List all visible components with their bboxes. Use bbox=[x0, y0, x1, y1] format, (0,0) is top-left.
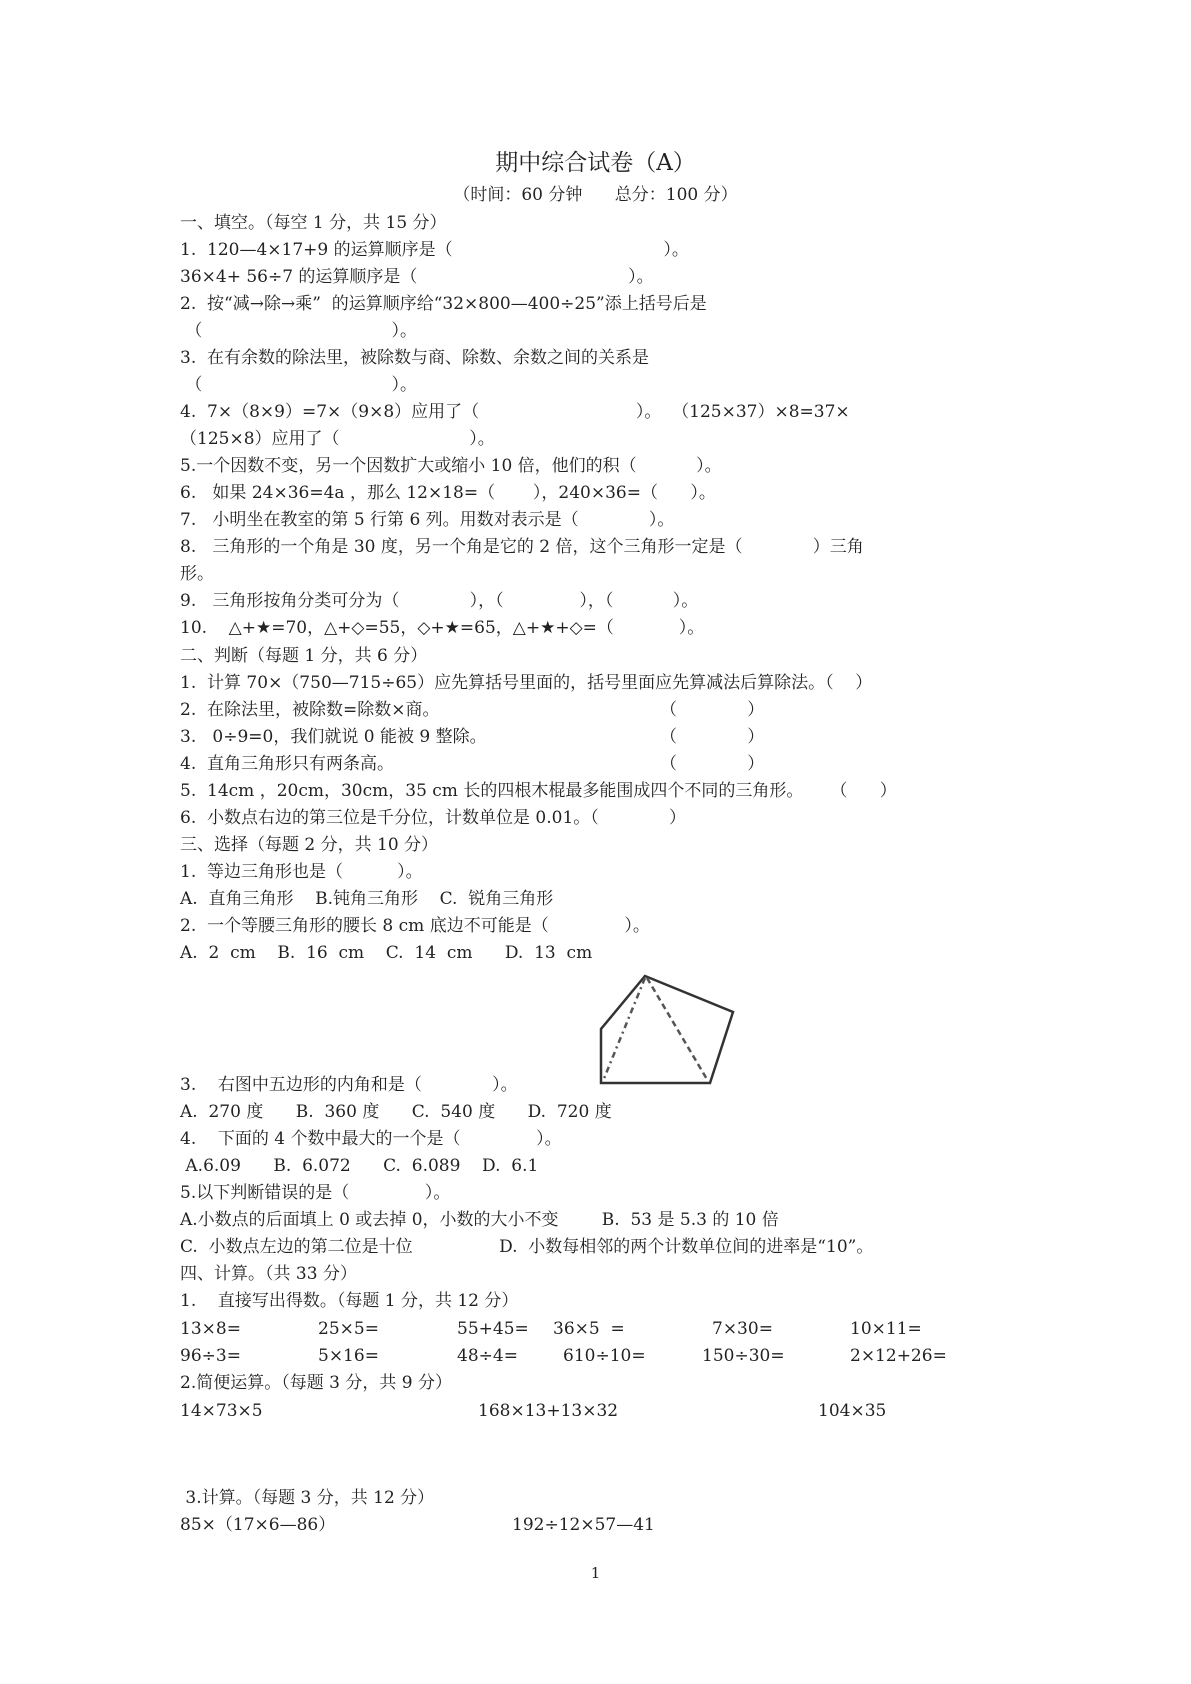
calculation-item: 192÷12×57—41 bbox=[512, 1515, 655, 1535]
judgement-item: 2. 在除法里，被除数=除数×商。 bbox=[180, 700, 440, 720]
exam-info: （时间：60 分钟 总分：100 分） bbox=[453, 185, 738, 205]
choice-options: A. 2 cm B. 16 cm C. 14 cm D. 13 cm bbox=[180, 943, 593, 963]
question-line: （ ）。 bbox=[180, 321, 418, 341]
subsection-heading: 3.计算。（每题 3 分，共 12 分） bbox=[180, 1488, 435, 1508]
question-line: 1. 120—4×17+9 的运算顺序是（ ）。 bbox=[180, 240, 689, 260]
question-line: （ ）。 bbox=[180, 375, 418, 395]
simplify-item: 14×73×5 bbox=[180, 1401, 263, 1421]
question-line: 4. 下面的 4 个数中最大的一个是（ ）。 bbox=[180, 1129, 562, 1149]
judgement-item: 3. 0÷9=0，我们就说 0 能被 9 整除。 bbox=[180, 727, 487, 747]
section-heading-true-false: 二、判断（每题 1 分，共 6 分） bbox=[180, 646, 428, 666]
question-line: 8. 三角形的一个角是 30 度，另一个角是它的 2 倍，这个三角形一定是（ ）三角 bbox=[180, 537, 864, 557]
choice-options: C. 小数点左边的第二位是十位 D. 小数每相邻的两个计数单位间的进率是“10”。 bbox=[180, 1237, 874, 1257]
question-line: 2. 一个等腰三角形的腰长 8 cm 底边不可能是（ ）。 bbox=[180, 916, 650, 936]
diagonal-dashed-left bbox=[603, 978, 645, 1081]
question-line: 36×4+ 56÷7 的运算顺序是（ ）。 bbox=[180, 267, 654, 287]
question-line: 7. 小明坐在教室的第 5 行第 6 列。用数对表示是（ ）。 bbox=[180, 510, 675, 530]
section-heading-multiple-choice: 三、选择（每题 2 分，共 10 分） bbox=[180, 835, 439, 855]
mental-math-item: 55+45= bbox=[457, 1319, 529, 1339]
mental-math-item: 25×5= bbox=[318, 1319, 379, 1339]
choice-options: A.6.09 B. 6.072 C. 6.089 D. 6.1 bbox=[180, 1156, 539, 1176]
question-line: 3. 右图中五边形的内角和是（ ）。 bbox=[180, 1075, 518, 1095]
pentagon-outline bbox=[601, 976, 733, 1083]
choice-options: A. 直角三角形 B.钝角三角形 C. 锐角三角形 bbox=[180, 889, 554, 909]
answer-parentheses: （ ） bbox=[660, 754, 765, 774]
question-line: 5.一个因数不变，另一个因数扩大或缩小 10 倍，他们的积（ ）。 bbox=[180, 456, 722, 476]
judgement-item: 1. 计算 70×（750—715÷65）应先算括号里面的，括号里面应先算减法后算除法。（ ） bbox=[180, 673, 873, 693]
section-heading-calculation: 四、计算。（共 33 分） bbox=[180, 1264, 357, 1284]
page-title: 期中综合试卷（A） bbox=[495, 150, 696, 176]
question-line: 形。 bbox=[180, 564, 214, 584]
diagonal-dashed-right bbox=[647, 978, 708, 1081]
mental-math-item: 150÷30= bbox=[702, 1346, 785, 1366]
mental-math-item: 48÷4= bbox=[457, 1346, 518, 1366]
choice-options: A. 270 度 B. 360 度 C. 540 度 D. 720 度 bbox=[180, 1102, 612, 1122]
simplify-item: 168×13+13×32 bbox=[478, 1401, 619, 1421]
question-line: 9. 三角形按角分类可分为（ ），（ ），（ ）。 bbox=[180, 591, 699, 611]
judgement-item: 5. 14cm ，20cm，30cm，35 cm 长的四根木棍最多能围成四个不同的三角形。 （ ） bbox=[180, 781, 897, 801]
judgement-item: 4. 直角三角形只有两条高。 bbox=[180, 754, 395, 774]
mental-math-item: 10×11= bbox=[850, 1319, 922, 1339]
mental-math-item: 2×12+26= bbox=[850, 1346, 947, 1366]
question-line: 3. 在有余数的除法里，被除数与商、除数、余数之间的关系是 bbox=[180, 348, 650, 368]
choice-options: A.小数点的后面填上 0 或去掉 0，小数的大小不变 B. 53 是 5.3 的 10 倍 bbox=[180, 1210, 779, 1230]
mental-math-item: 96÷3= bbox=[180, 1346, 241, 1366]
question-line: 1. 等边三角形也是（ ）。 bbox=[180, 862, 423, 882]
judgement-item: 6. 小数点右边的第三位是千分位，计数单位是 0.01。（ ） bbox=[180, 808, 687, 828]
mental-math-item: 13×8= bbox=[180, 1319, 241, 1339]
section-heading-fill-blank: 一、填空。（每空 1 分，共 15 分） bbox=[180, 213, 447, 233]
question-line: 4. 7×（8×9）=7×（9×8）应用了（ ）。 （125×37）×8=37× bbox=[180, 402, 850, 422]
answer-parentheses: （ ） bbox=[660, 700, 765, 720]
question-line: 2. 按“减→除→乘” 的运算顺序给“32×800—400÷25”添上括号后是 bbox=[180, 294, 707, 314]
question-line: 5.以下判断错误的是（ ）。 bbox=[180, 1183, 451, 1203]
calculation-item: 85×（17×6—86） bbox=[180, 1515, 336, 1535]
simplify-item: 104×35 bbox=[818, 1401, 887, 1421]
mental-math-item: 5×16= bbox=[318, 1346, 379, 1366]
question-line: （125×8）应用了（ ）。 bbox=[180, 429, 495, 449]
mental-math-item: 7×30= bbox=[712, 1319, 773, 1339]
subsection-heading: 2.简便运算。（每题 3 分，共 9 分） bbox=[180, 1373, 452, 1393]
question-line: 6. 如果 24×36=4a ，那么 12×18=（ ），240×36=（ ）。 bbox=[180, 483, 716, 503]
answer-parentheses: （ ） bbox=[660, 727, 765, 747]
page-number: 1 bbox=[590, 1564, 601, 1582]
mental-math-item: 610÷10= bbox=[563, 1346, 646, 1366]
question-line: 10. △+★=70，△+◇=55，◇+★=65，△+★+◇=（ ）。 bbox=[180, 618, 705, 638]
mental-math-item: 36×5 = bbox=[553, 1319, 625, 1339]
pentagon-figure bbox=[580, 960, 750, 1100]
subsection-heading: 1. 直接写出得数。（每题 1 分，共 12 分） bbox=[180, 1291, 519, 1311]
